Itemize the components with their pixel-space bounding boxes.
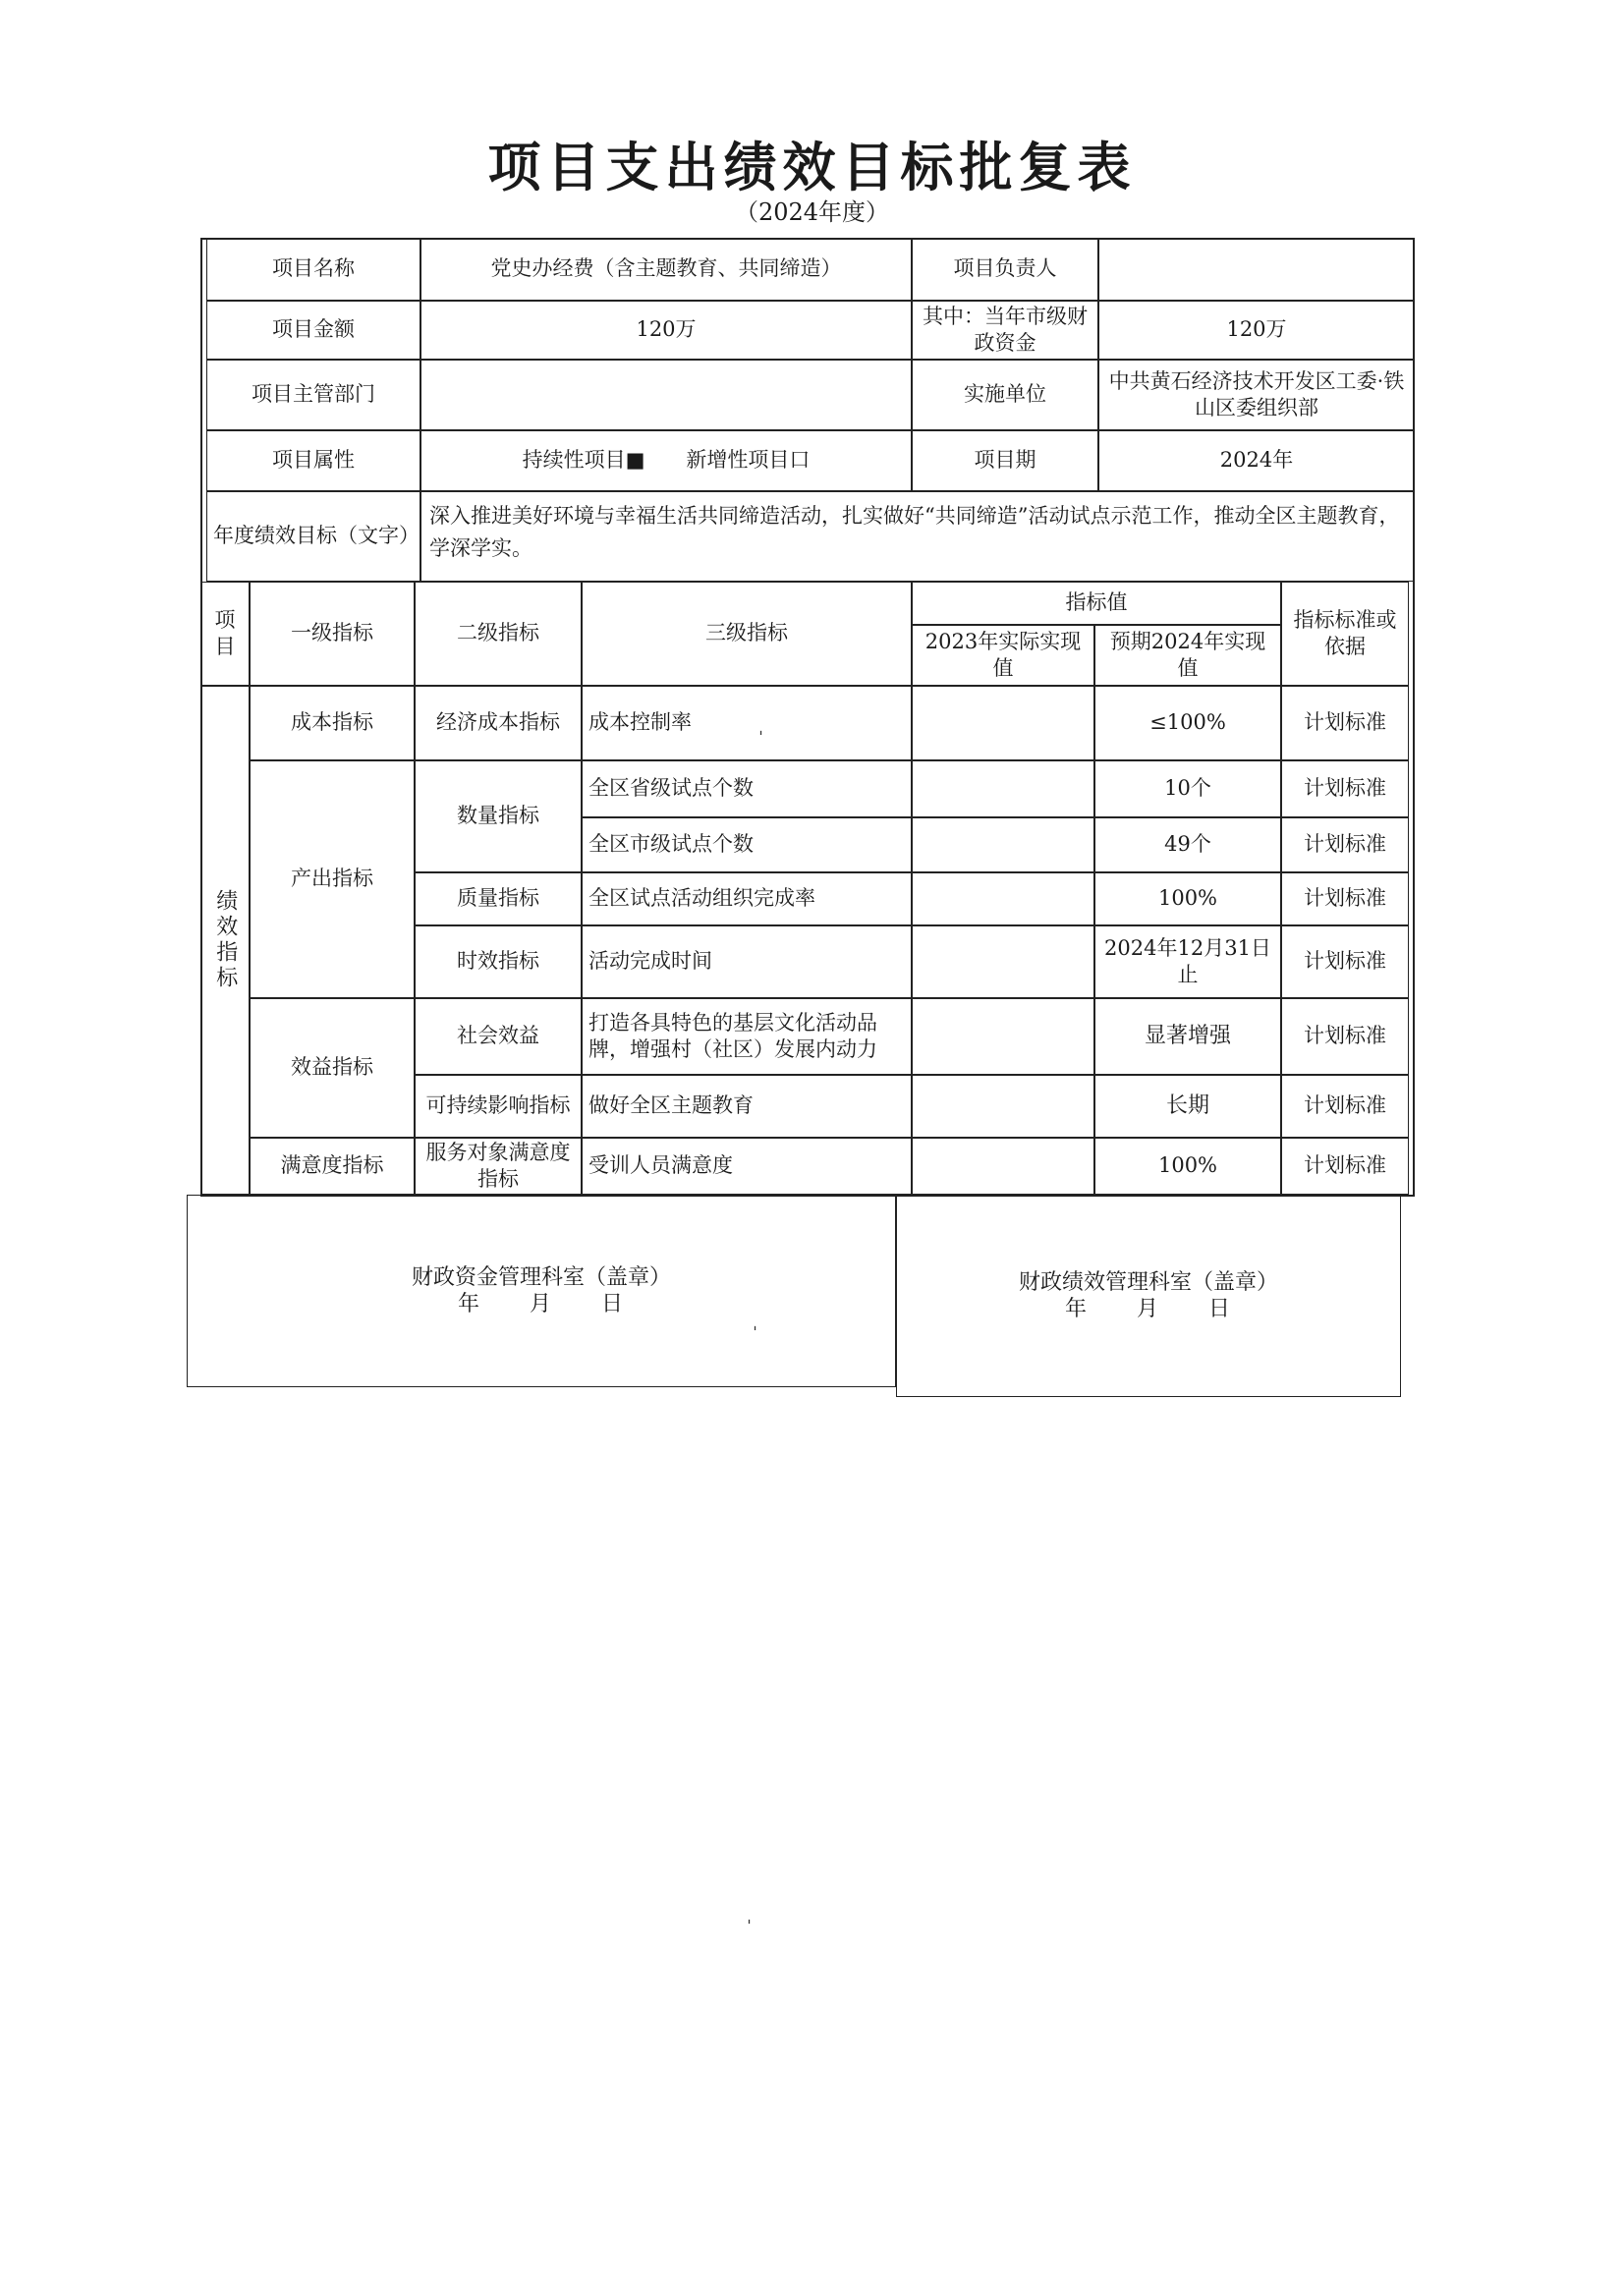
level2-cell: 经济成本指标 bbox=[415, 686, 582, 760]
level1-benefit: 效益指标 bbox=[250, 998, 415, 1138]
basis-cell: 计划标准 bbox=[1281, 998, 1409, 1075]
value-2024-cell: 100% bbox=[1094, 872, 1281, 925]
value-2024-cell: ≤100% bbox=[1094, 686, 1281, 760]
level3-cell: 活动完成时间 bbox=[582, 925, 912, 998]
value-2023-cell bbox=[912, 1075, 1094, 1138]
basis-cell: 计划标准 bbox=[1281, 1075, 1409, 1138]
scan-speck: ˌ bbox=[753, 1313, 757, 1333]
level3-cell: 受训人员满意度 bbox=[582, 1138, 912, 1195]
value-2024-cell: 100% bbox=[1094, 1138, 1281, 1195]
value-2023-cell bbox=[912, 817, 1094, 872]
impl-unit-value: 中共黄石经济技术开发区工委·铁山区委组织部 bbox=[1098, 360, 1415, 430]
col-2024-header: 预期2024年实现值 bbox=[1094, 625, 1281, 686]
annual-goal-label: 年度绩效目标（文字） bbox=[206, 491, 420, 582]
value-2023-cell bbox=[912, 925, 1094, 998]
level2-cell-quantity: 数量指标 bbox=[415, 760, 582, 872]
col-value-header: 指标值 bbox=[912, 582, 1281, 625]
value-2023-cell bbox=[912, 760, 1094, 817]
city-fund-label: 其中：当年市级财政资金 bbox=[912, 301, 1098, 360]
scan-speck: ˌ bbox=[758, 717, 763, 738]
finance-fund-office-label: 财政资金管理科室（盖章） bbox=[411, 1264, 671, 1290]
page-title: 项目支出绩效目标批复表 bbox=[487, 136, 1137, 198]
level3-cell: 全区试点活动组织完成率 bbox=[582, 872, 912, 925]
value-2024-cell: 10个 bbox=[1094, 760, 1281, 817]
level2-cell: 时效指标 bbox=[415, 925, 582, 998]
finance-fund-office-date: 年 月 日 bbox=[458, 1292, 625, 1316]
project-leader-value bbox=[1098, 238, 1415, 301]
page-subtitle: （2024年度） bbox=[734, 198, 890, 226]
project-leader-label: 项目负责人 bbox=[912, 238, 1098, 301]
basis-cell: 计划标准 bbox=[1281, 686, 1409, 760]
level2-cell: 质量指标 bbox=[415, 872, 582, 925]
dept-value bbox=[420, 360, 912, 430]
level2-cell: 社会效益 bbox=[415, 998, 582, 1075]
project-attr-label: 项目属性 bbox=[206, 430, 420, 491]
level1-output: 产出指标 bbox=[250, 760, 415, 998]
finance-fund-office-signature bbox=[187, 1195, 896, 1387]
basis-cell: 计划标准 bbox=[1281, 817, 1409, 872]
dept-label: 项目主管部门 bbox=[206, 360, 420, 430]
level3-cell: 做好全区主题教育 bbox=[582, 1075, 912, 1138]
project-amount-label: 项目金额 bbox=[206, 301, 420, 360]
project-name-value: 党史办经费（含主题教育、共同缔造） bbox=[420, 238, 912, 301]
project-amount-value: 120万 bbox=[420, 301, 912, 360]
level2-cell: 服务对象满意度指标 bbox=[415, 1138, 582, 1195]
col-level2-header: 二级指标 bbox=[415, 582, 582, 686]
basis-cell: 计划标准 bbox=[1281, 760, 1409, 817]
value-2024-cell: 49个 bbox=[1094, 817, 1281, 872]
finance-perf-office-date: 年 月 日 bbox=[1065, 1297, 1232, 1321]
basis-cell: 计划标准 bbox=[1281, 1138, 1409, 1195]
scan-speck: ˌ bbox=[747, 1906, 752, 1927]
level2-cell: 可持续影响指标 bbox=[415, 1075, 582, 1138]
level3-cell: 成本控制率 bbox=[582, 686, 912, 760]
value-2023-cell bbox=[912, 872, 1094, 925]
level3-cell: 全区省级试点个数 bbox=[582, 760, 912, 817]
basis-cell: 计划标准 bbox=[1281, 872, 1409, 925]
project-name-label: 项目名称 bbox=[206, 238, 420, 301]
perf-indicator-group-label: 绩效指标 bbox=[200, 686, 250, 1195]
level3-cell: 打造各具特色的基层文化活动品牌，增强村（社区）发展内动力 bbox=[582, 998, 912, 1075]
level1-satisfaction: 满意度指标 bbox=[250, 1138, 415, 1195]
col-level1-header: 一级指标 bbox=[250, 582, 415, 686]
value-2023-cell bbox=[912, 1138, 1094, 1195]
value-2023-cell bbox=[912, 998, 1094, 1075]
finance-perf-office-signature bbox=[896, 1195, 1401, 1397]
impl-unit-label: 实施单位 bbox=[912, 360, 1098, 430]
level1-cost: 成本指标 bbox=[250, 686, 415, 760]
col-basis-header: 指标标准或依据 bbox=[1281, 582, 1409, 686]
value-2024-cell: 显著增强 bbox=[1094, 998, 1281, 1075]
value-2024-cell: 长期 bbox=[1094, 1075, 1281, 1138]
finance-perf-office-label: 财政绩效管理科室（盖章） bbox=[1018, 1269, 1278, 1295]
col-level3-header: 三级指标 bbox=[582, 582, 912, 686]
value-2023-cell bbox=[912, 686, 1094, 760]
value-2024-cell: 2024年12月31日止 bbox=[1094, 925, 1281, 998]
project-period-label: 项目期 bbox=[912, 430, 1098, 491]
project-period-value: 2024年 bbox=[1098, 430, 1415, 491]
col-item-header: 项目 bbox=[200, 582, 250, 686]
col-2023-header: 2023年实际实现值 bbox=[912, 625, 1094, 686]
basis-cell: 计划标准 bbox=[1281, 925, 1409, 998]
annual-goal-text: 深入推进美好环境与幸福生活共同缔造活动，扎实做好“共同缔造”活动试点示范工作，推动全区主题教育，学深学实。 bbox=[420, 491, 1415, 582]
project-attr-value: 持续性项目■ 新增性项目口 bbox=[420, 430, 912, 491]
city-fund-value: 120万 bbox=[1098, 301, 1415, 360]
level3-cell: 全区市级试点个数 bbox=[582, 817, 912, 872]
